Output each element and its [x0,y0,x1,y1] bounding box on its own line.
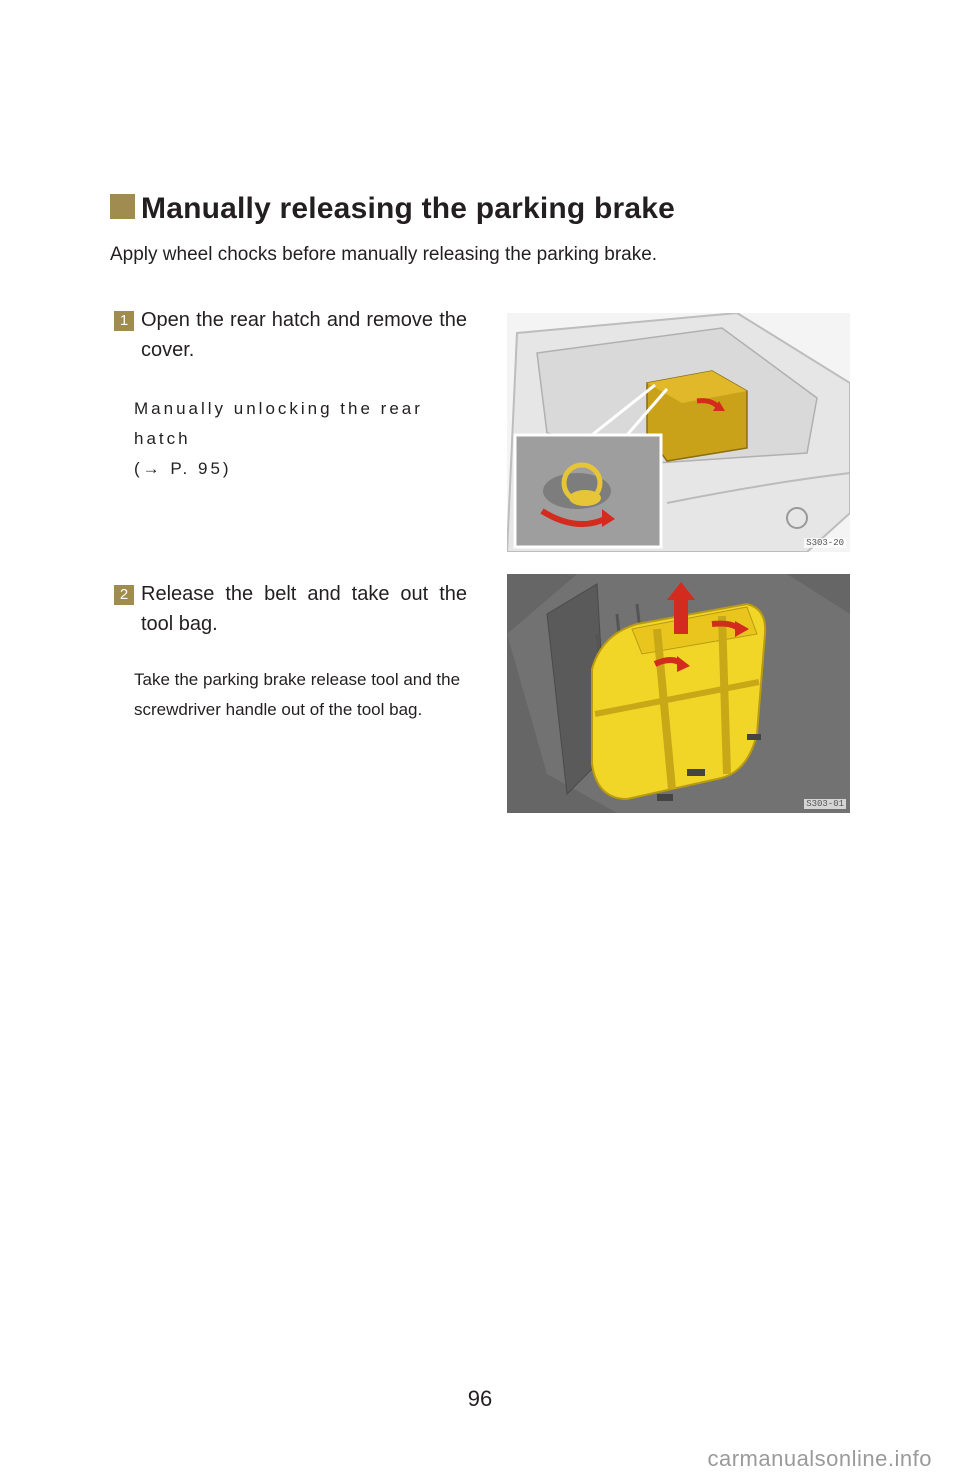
intro-text: Apply wheel chocks before manually releasing the parking brake. [110,244,658,265]
figure-tool-bag [507,574,850,813]
heading-bullet-square [110,194,135,219]
arrow-icon: → [142,459,163,478]
trunk-illustration [507,313,850,552]
step-1-note [134,394,468,484]
step-1-note-ref: (→ P. 95) [134,459,232,478]
section-heading [110,192,675,226]
step-1-note-line: Manually unlocking the rear hatch [134,399,423,448]
figure-code: S303-01 [806,799,844,809]
step-1-badge: 1 [114,311,134,331]
step-2-badge: 2 [114,585,134,605]
section-title: Manually releasing the parking brake [141,192,676,225]
page-number: 96 [467,1386,493,1411]
figure-rear-hatch-cover [507,313,850,552]
figure-code: S303-20 [806,538,844,548]
watermark: carmanualsonline.info [707,1446,932,1471]
page-reference-link[interactable]: P. 95 [170,459,223,478]
tool-bag-illustration [507,574,850,813]
step-1-text: Open the rear hatch and remove the cover. [141,309,467,361]
step-2-text: Release the belt and take out the tool bag. [141,583,467,635]
step-2-note: Take the parking brake release tool and the screwdriver handle out of the tool bag. [134,670,461,719]
